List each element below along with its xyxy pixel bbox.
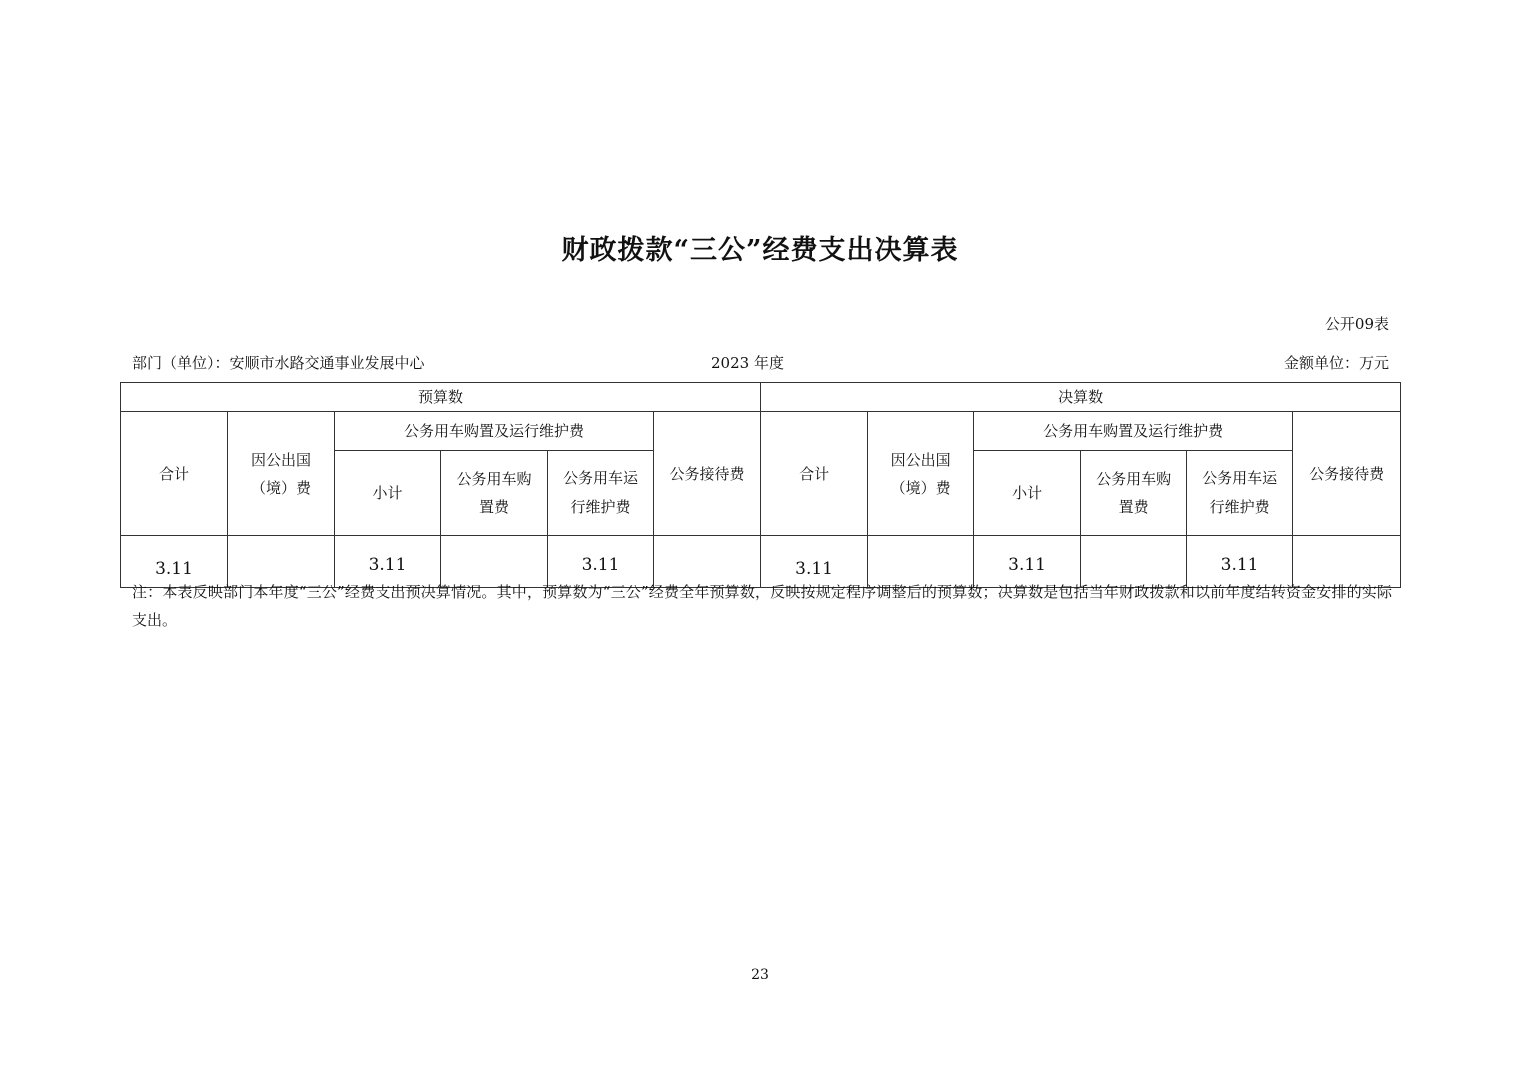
final-total-header: 合计	[761, 412, 868, 536]
budget-subtotal-header: 小计	[335, 451, 441, 536]
final-operation-cell: 3.11	[1187, 536, 1293, 588]
header-row-1	[121, 383, 1401, 412]
budget-abroad-header	[228, 412, 335, 536]
final-subtotal-cell: 3.11	[974, 536, 1081, 588]
final-reception-label: 公务接待费	[1309, 464, 1385, 483]
budget-reception-label: 公务接待费	[669, 464, 745, 483]
final-operation-label: 公务用车运行维护费	[1202, 469, 1278, 516]
budget-purchase-label: 公务用车购置费	[456, 470, 532, 516]
budget-total-header: 合计	[121, 412, 228, 536]
final-reception-header	[1293, 412, 1401, 536]
page-title: 财政拨款“三公”经费支出决算表	[561, 235, 959, 266]
budget-vehicle-group-header: 公务用车购置及运行维护费	[335, 412, 654, 451]
header-row-2	[121, 412, 1401, 451]
budget-operation-label: 公务用车运行维护费	[562, 469, 638, 516]
expenditure-table	[120, 382, 1401, 588]
budget-reception-header	[654, 412, 761, 536]
amount-unit: 金额单位：万元	[1283, 354, 1389, 372]
final-purchase-header	[1081, 451, 1187, 536]
budget-total-cell: 3.11	[121, 536, 228, 588]
department-label: 部门（单位）：安顺市水路交通事业发展中心	[132, 354, 425, 372]
fiscal-year: 2023 年度	[711, 354, 784, 372]
final-total-cell: 3.11	[761, 536, 868, 588]
table-note: 注：本表反映部门本年度“三公”经费支出预决算情况。其中，预算数为“三公”经费全年预算数，反映按规定程序调整后的预算数；决算数是包括当年财政拨款和以前年度结转资金安排的实际支出。	[132, 583, 1392, 629]
page-number: 23	[751, 967, 769, 983]
final-vehicle-group-header: 公务用车购置及运行维护费	[974, 412, 1293, 451]
budget-operation-header	[548, 451, 654, 536]
final-abroad-header	[868, 412, 974, 536]
budget-subtotal-cell: 3.11	[335, 536, 441, 588]
final-abroad-label: 因公出国（境）费	[890, 450, 951, 497]
final-operation-header	[1187, 451, 1293, 536]
form-number: 公开09表	[1324, 315, 1389, 333]
final-header: 决算数	[761, 383, 1401, 412]
budget-abroad-label: 因公出国（境）费	[250, 450, 311, 497]
final-subtotal-header: 小计	[974, 451, 1081, 536]
final-purchase-label: 公务用车购置费	[1096, 470, 1172, 516]
budget-operation-cell: 3.11	[548, 536, 654, 588]
budget-purchase-header	[441, 451, 548, 536]
budget-header: 预算数	[121, 383, 761, 412]
